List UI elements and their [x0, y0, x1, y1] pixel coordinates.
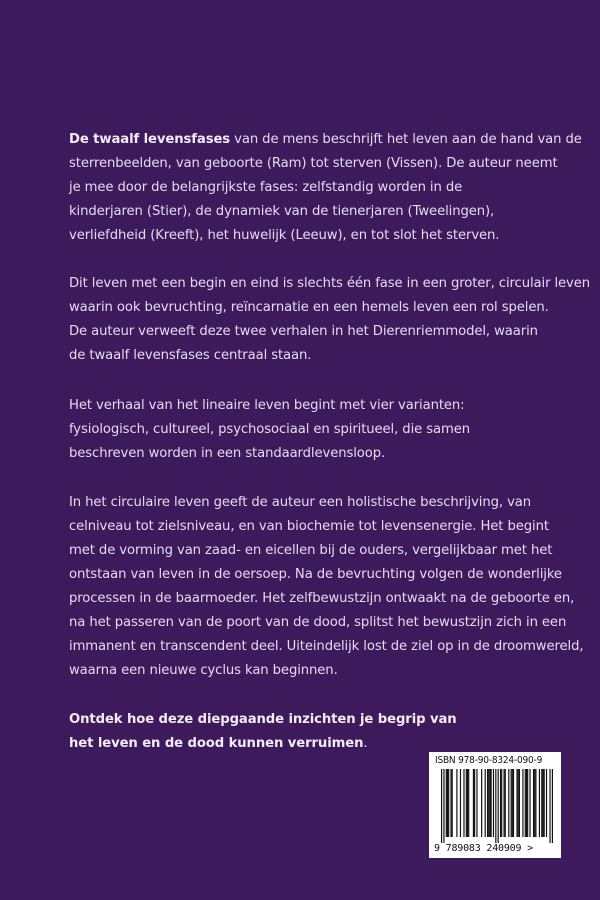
barcode-bar [489, 769, 490, 837]
barcode-bar [495, 769, 496, 843]
barcode-bar [488, 769, 489, 837]
ean-digits: 9 789083 240909 > [434, 843, 533, 854]
barcode-bar [468, 769, 469, 837]
holistic-paragraph [69, 491, 584, 683]
barcode-bar [498, 769, 499, 843]
closing-statement [69, 708, 559, 756]
barcode-bar [452, 769, 453, 837]
barcode-bar [527, 769, 528, 837]
barcode-bar [446, 769, 447, 837]
barcode-bar [525, 769, 526, 837]
barcode-bar [491, 769, 492, 837]
barcode-bar [473, 769, 474, 837]
text-line: de twaalf levensfases centraal staan. [69, 348, 312, 363]
barcode-bar [485, 769, 486, 837]
barcode-bar [541, 769, 542, 837]
barcode-bar [526, 769, 527, 837]
barcode-bar [518, 769, 519, 837]
text-line: ontstaan van leven in de oersoep. Na de bevruchting volgen de wonderlijke [69, 567, 562, 582]
text-line: celniveau tot zielsniveau, en van biochemie tot levensenergie. Het begint [69, 519, 549, 534]
isbn-barcode [429, 752, 561, 858]
barcode-bar [460, 769, 461, 837]
text-line: Ontdek hoe deze diepgaande inzichten je begrip van [69, 712, 457, 727]
barcode-bar [466, 769, 467, 837]
barcode-bar [501, 769, 502, 837]
text-line: Dit leven met een begin en eind is slechts één fase in een groter, circulair leven [69, 276, 591, 291]
barcode-bar [505, 769, 506, 837]
barcode-bar [542, 769, 543, 837]
barcode-bar [522, 769, 523, 837]
barcode-bar [508, 769, 509, 837]
text-line: sterrenbeelden, van geboorte (Ram) tot sterven (Vissen). De auteur neemt [69, 156, 558, 171]
barcode-bar [544, 769, 545, 837]
barcode-bar [443, 769, 444, 843]
barcode-bar [503, 769, 504, 837]
linear-life-paragraph [69, 394, 559, 466]
barcode-bar [511, 769, 512, 837]
barcode-bar [487, 769, 488, 837]
barcode-bar [516, 769, 517, 837]
barcode-bar [549, 769, 550, 843]
barcode-bar [533, 769, 534, 837]
text-line: je mee door de belangrijkste fases: zelfstandig worden in de [69, 180, 463, 195]
book-title-bold: De twaalf levensfases [69, 132, 231, 147]
barcode-bar [535, 769, 536, 837]
barcode-bar [481, 769, 482, 837]
text-line: Het verhaal van het lineaire leven begint met vier varianten: [69, 398, 465, 413]
text-line: immanent en transcendent deel. Uiteindelijk lost de ziel op in de droomwereld, [69, 639, 584, 654]
barcode-bar [534, 769, 535, 837]
text-line: met de vorming van zaad- en eicellen bij de ouders, vergelijkbaar met het [69, 543, 553, 558]
text-line: In het circulaire leven geeft de auteur een holistische beschrijving, van [69, 495, 532, 510]
barcode-bar [467, 769, 468, 837]
barcode-bar [546, 769, 547, 837]
text-line: kinderjaren (Stier), de dynamiek van de tienerjaren (Tweelingen), [69, 204, 495, 219]
barcode-bar [450, 769, 451, 837]
barcode-bar [519, 769, 520, 837]
text-line: De auteur verweeft deze twee verhalen in het Dierenriemmodel, waarin [69, 324, 538, 339]
barcode-bars [441, 769, 553, 843]
text-line: processen in de baarmoeder. Het zelfbewustzijn ontwaakt na de geboorte en, [69, 591, 575, 606]
text-line: De twaalf levensfases van de mens beschrijft het leven aan de hand van de [69, 132, 582, 147]
text-line: fysiologisch, cultureel, psychosociaal en spiritueel, die samen [69, 422, 471, 437]
isbn-label: ISBN 978-90-8324-090-9 [435, 755, 543, 766]
circular-life-paragraph [69, 272, 591, 368]
text-line: waarin ook bevruchting, reïncarnatie en een hemels leven een rol spelen. [69, 300, 549, 315]
text-line: na het passeren van de poort van de dood, splitst het bewustzijn zich in een [69, 615, 567, 630]
barcode-bar [552, 769, 553, 843]
text-line: verliefdheid (Kreeft), het huwelijk (Leeuw), en tot slot het sterven. [69, 228, 500, 243]
text-line: het leven en de dood kunnen verruimen. [69, 736, 368, 751]
barcode-bar [529, 769, 530, 837]
barcode-bar [493, 769, 494, 837]
intro-paragraph [69, 128, 582, 248]
barcode-bar [448, 769, 449, 837]
text-line: beschreven worden in een standaardlevensloop. [69, 446, 386, 461]
barcode-bar [539, 769, 540, 837]
barcode-bar [500, 769, 501, 837]
barcode-bar [476, 769, 477, 837]
text-line: waarna een nieuwe cyclus kan beginnen. [69, 663, 338, 678]
barcode-bar [456, 769, 457, 837]
barcode-bar [474, 769, 475, 837]
barcode-bar [512, 769, 513, 837]
barcode-bar [513, 769, 514, 837]
barcode-bar [441, 769, 442, 843]
barcode-bar [463, 769, 464, 837]
barcode-bar [447, 769, 448, 837]
